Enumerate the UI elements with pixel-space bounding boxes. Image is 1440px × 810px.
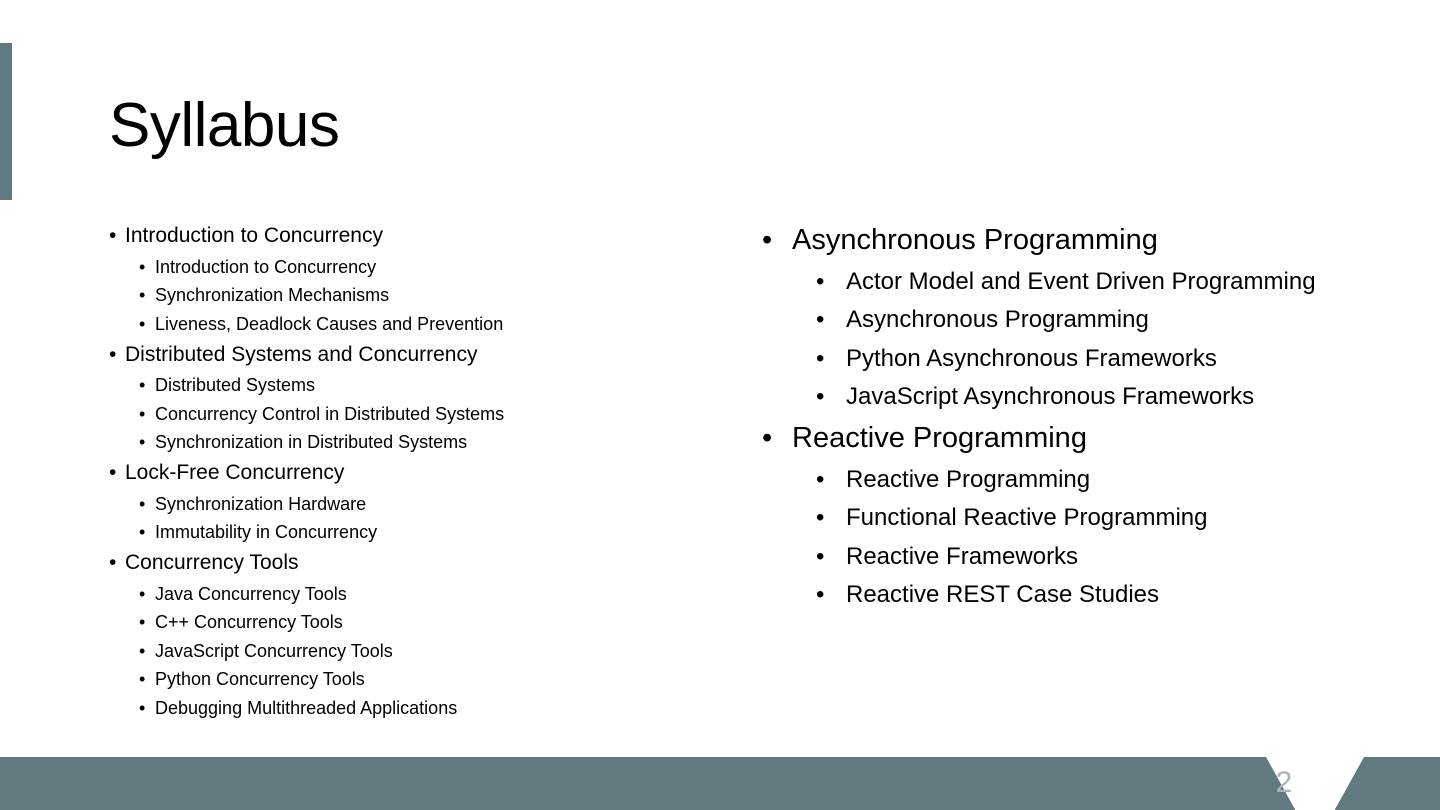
left-topic-column <box>109 222 709 720</box>
bullet-icon: • <box>816 267 825 295</box>
subtopic-list <box>109 492 709 545</box>
topic-label: Reactive Programming <box>792 422 1087 454</box>
bullet-icon: • <box>139 313 146 334</box>
subtopic-label: Concurrency Control in Distributed Systems <box>155 403 505 424</box>
subtopic-item <box>109 520 709 544</box>
bullet-icon: • <box>139 375 146 395</box>
subtopic-label: JavaScript Asynchronous Frameworks <box>846 383 1255 410</box>
left-topic <box>109 341 709 369</box>
bullet-icon: • <box>139 403 146 424</box>
bullet-icon: • <box>816 344 825 372</box>
subtopic-label: Functional Reactive Programming <box>846 504 1208 531</box>
subtopic-item <box>109 492 709 516</box>
left-topic <box>109 549 709 577</box>
subtopic-label: Synchronization Mechanisms <box>155 285 390 305</box>
subtopic-item <box>109 373 709 397</box>
subtopic-item <box>762 580 1402 610</box>
subtopic-item <box>109 582 709 606</box>
subtopic-label: Asynchronous Programming <box>846 306 1149 333</box>
bullet-icon: • <box>139 583 146 604</box>
slide-title: Syllabus <box>109 91 340 160</box>
left-topic <box>109 222 709 250</box>
topic-label: Lock-Free Concurrency <box>125 461 345 484</box>
subtopic-label: Java Concurrency Tools <box>155 583 347 604</box>
left-topic <box>109 459 709 487</box>
bullet-icon: • <box>139 256 146 277</box>
subtopic-label: JavaScript Concurrency Tools <box>155 640 393 661</box>
bullet-icon: • <box>139 493 146 514</box>
right-topic <box>762 222 1402 258</box>
subtopic-label: Immutability in Concurrency <box>155 522 378 542</box>
subtopic-label: Debugging Multithreaded Applications <box>155 697 458 718</box>
subtopic-label: Reactive Programming <box>846 465 1091 493</box>
topic-label: Distributed Systems and Concurrency <box>125 342 478 366</box>
page-number: 2 <box>1275 766 1293 799</box>
subtopic-item <box>762 344 1402 374</box>
right-topic <box>762 420 1402 456</box>
subtopic-label: Liveness, Deadlock Causes and Prevention <box>155 313 504 334</box>
subtopic-item <box>762 465 1402 495</box>
bullet-icon: • <box>762 224 773 256</box>
subtopic-item <box>109 696 709 720</box>
subtopic-item <box>109 610 709 634</box>
subtopic-list <box>762 267 1402 413</box>
subtopic-item <box>109 667 709 691</box>
bullet-icon: • <box>109 461 117 484</box>
bullet-icon: • <box>762 422 773 454</box>
subtopic-item <box>762 267 1402 297</box>
subtopic-list <box>109 255 709 336</box>
bullet-icon: • <box>109 551 117 574</box>
subtopic-label: Synchronization in Distributed Systems <box>155 432 468 452</box>
subtopic-label: Reactive Frameworks <box>846 542 1079 570</box>
subtopic-item <box>762 382 1402 412</box>
bullet-icon: • <box>816 465 825 493</box>
subtopic-list <box>109 373 709 454</box>
subtopic-list <box>762 465 1402 611</box>
bullet-icon: • <box>109 342 117 366</box>
subtopic-label: Reactive REST Case Studies <box>846 581 1160 608</box>
title-accent-bar <box>0 43 12 200</box>
bullet-icon: • <box>139 640 146 661</box>
bullet-icon: • <box>816 542 825 570</box>
subtopic-label: Python Asynchronous Frameworks <box>846 344 1217 372</box>
bullet-icon: • <box>139 612 146 632</box>
bullet-icon: • <box>816 383 825 410</box>
bullet-icon: • <box>139 432 146 452</box>
bullet-icon: • <box>816 306 825 333</box>
subtopic-item <box>762 305 1402 335</box>
subtopic-label: Distributed Systems <box>155 375 316 395</box>
footer-band <box>0 757 1440 810</box>
subtopic-item <box>762 503 1402 533</box>
subtopic-item <box>762 542 1402 572</box>
subtopic-item <box>109 639 709 663</box>
topic-label: Asynchronous Programming <box>792 224 1158 256</box>
subtopic-item <box>109 430 709 454</box>
bullet-icon: • <box>109 224 117 247</box>
subtopic-label: Introduction to Concurrency <box>155 256 377 277</box>
bullet-icon: • <box>139 697 146 718</box>
subtopic-label: Python Concurrency Tools <box>155 669 365 689</box>
subtopic-item <box>109 255 709 279</box>
subtopic-label: C++ Concurrency Tools <box>155 612 343 632</box>
subtopic-item <box>109 402 709 426</box>
bullet-icon: • <box>816 504 825 531</box>
bullet-icon: • <box>139 522 146 542</box>
subtopic-item <box>109 283 709 307</box>
subtopic-list <box>109 582 709 720</box>
topic-label: Introduction to Concurrency <box>125 224 383 247</box>
bullet-icon: • <box>139 285 146 305</box>
bullet-icon: • <box>139 669 146 689</box>
topic-label: Concurrency Tools <box>125 551 299 574</box>
subtopic-label: Actor Model and Event Driven Programming <box>846 267 1316 295</box>
right-topic-column <box>762 222 1402 610</box>
subtopic-item <box>109 312 709 336</box>
bullet-icon: • <box>816 581 825 608</box>
subtopic-label: Synchronization Hardware <box>155 493 367 514</box>
